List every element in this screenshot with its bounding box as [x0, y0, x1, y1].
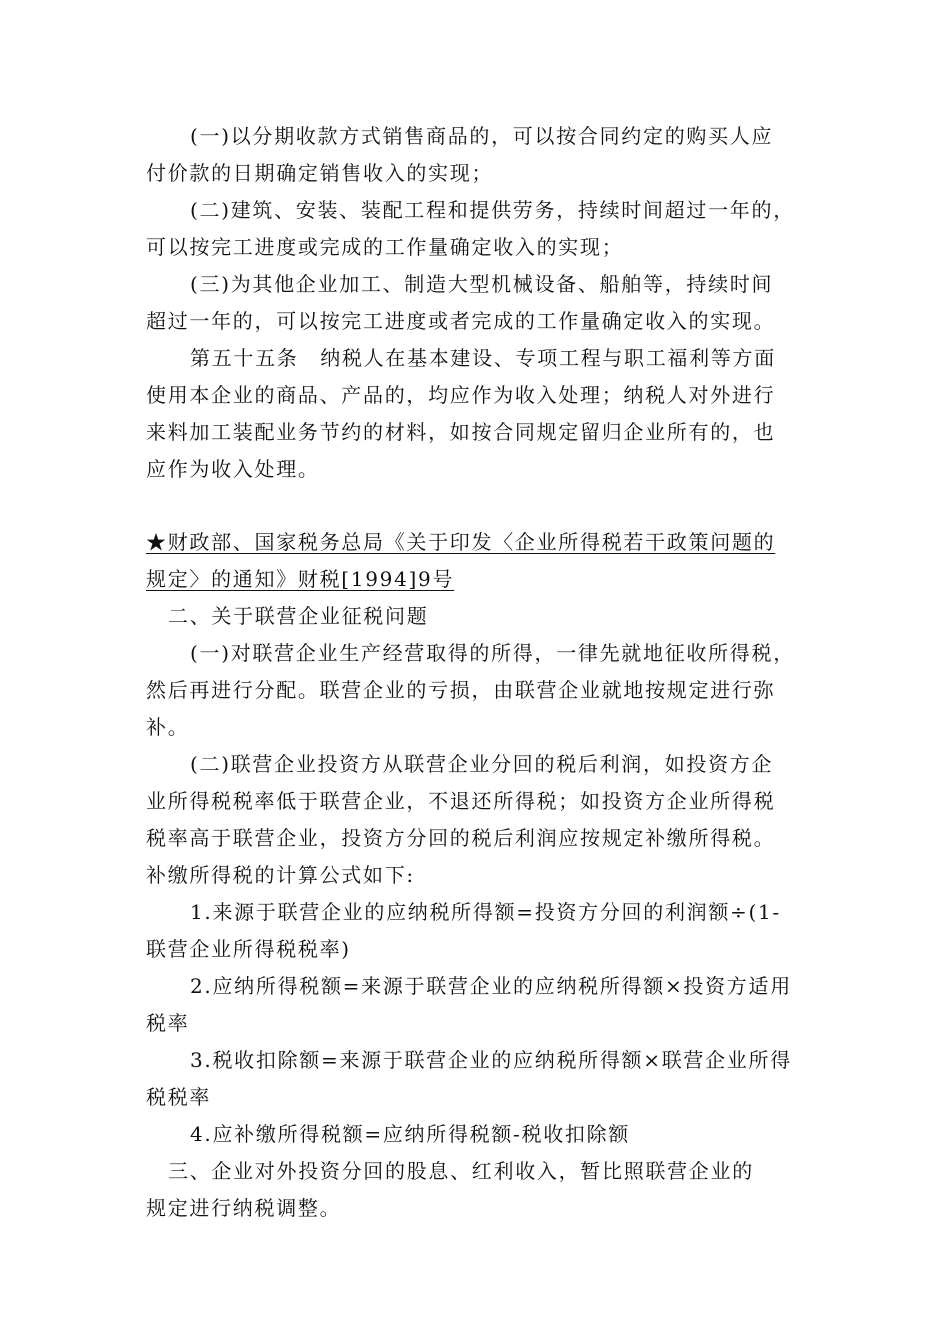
article-55-line: 第五十五条 纳税人在基本建设、专项工程与职工福利等方面 [190, 346, 776, 370]
document-page [146, 118, 810, 1227]
paragraph-line: 来料加工装配业务节约的材料，如按合同规定留归企业所有的，也 [146, 420, 776, 444]
paragraph-line: 付价款的日期确定销售收入的实现； [146, 161, 494, 185]
paragraph-line: 可以按完工进度或完成的工作量确定收入的实现； [146, 235, 624, 259]
formula-line: 税税率 [146, 1085, 212, 1109]
paragraph-line: 应作为收入处理。 [146, 457, 320, 481]
paragraph-line: 使用本企业的商品、产品的，均应作为收入处理；纳税人对外进行 [146, 383, 776, 407]
formula-line: 税率 [146, 1011, 190, 1035]
paragraph-line: (一)以分期收款方式销售商品的，可以按合同约定的购买人应 [190, 124, 774, 148]
paragraph-line: (三)为其他企业加工、制造大型机械设备、船舶等，持续时间 [190, 272, 774, 296]
paragraph-line: 然后再进行分配。联营企业的亏损，由联营企业就地按规定进行弥 [146, 678, 776, 702]
formula-line: 联营企业所得税税率) [146, 937, 351, 961]
formula-line: 1.来源于联营企业的应纳税所得额=投资方分回的利润额÷(1- [190, 900, 781, 924]
formula-line: 3.税收扣除额=来源于联营企业的应纳税所得额×联营企业所得 [190, 1048, 792, 1072]
paragraph-line: 补缴所得税的计算公式如下: [146, 863, 415, 887]
reference-title-line: 规定〉的通知》财税[1994]9号 [146, 567, 455, 591]
paragraph-line: 补。 [146, 715, 190, 739]
paragraph-line: 业所得税税率低于联营企业，不退还所得税；如投资方企业所得税 [146, 789, 776, 813]
formula-line: 2.应纳所得税额=来源于联营企业的应纳税所得额×投资方适用 [190, 974, 792, 998]
spacer [146, 488, 810, 524]
reference-title-line: ★财政部、国家税务总局《关于印发〈企业所得税若干政策问题的 [146, 530, 776, 554]
paragraph-line: 超过一年的，可以按完工进度或者完成的工作量确定收入的实现。 [146, 309, 776, 333]
formula-line: 4.应补缴所得税额=应纳所得税额-税收扣除额 [190, 1122, 630, 1146]
paragraph-line: (二)建筑、安装、装配工程和提供劳务，持续时间超过一年的， [190, 198, 795, 222]
paragraph-line: (二)联营企业投资方从联营企业分回的税后利润，如投资方企 [190, 752, 774, 776]
paragraph-line: 规定进行纳税调整。 [146, 1196, 342, 1220]
paragraph-line: (一)对联营企业生产经营取得的所得，一律先就地征收所得税， [190, 641, 795, 665]
paragraph-line: 税率高于联营企业，投资方分回的税后利润应按规定补缴所得税。 [146, 826, 776, 850]
section-heading: 三、企业对外投资分回的股息、红利收入，暂比照联营企业的 [168, 1159, 754, 1183]
section-heading: 二、关于联营企业征税问题 [168, 604, 429, 628]
